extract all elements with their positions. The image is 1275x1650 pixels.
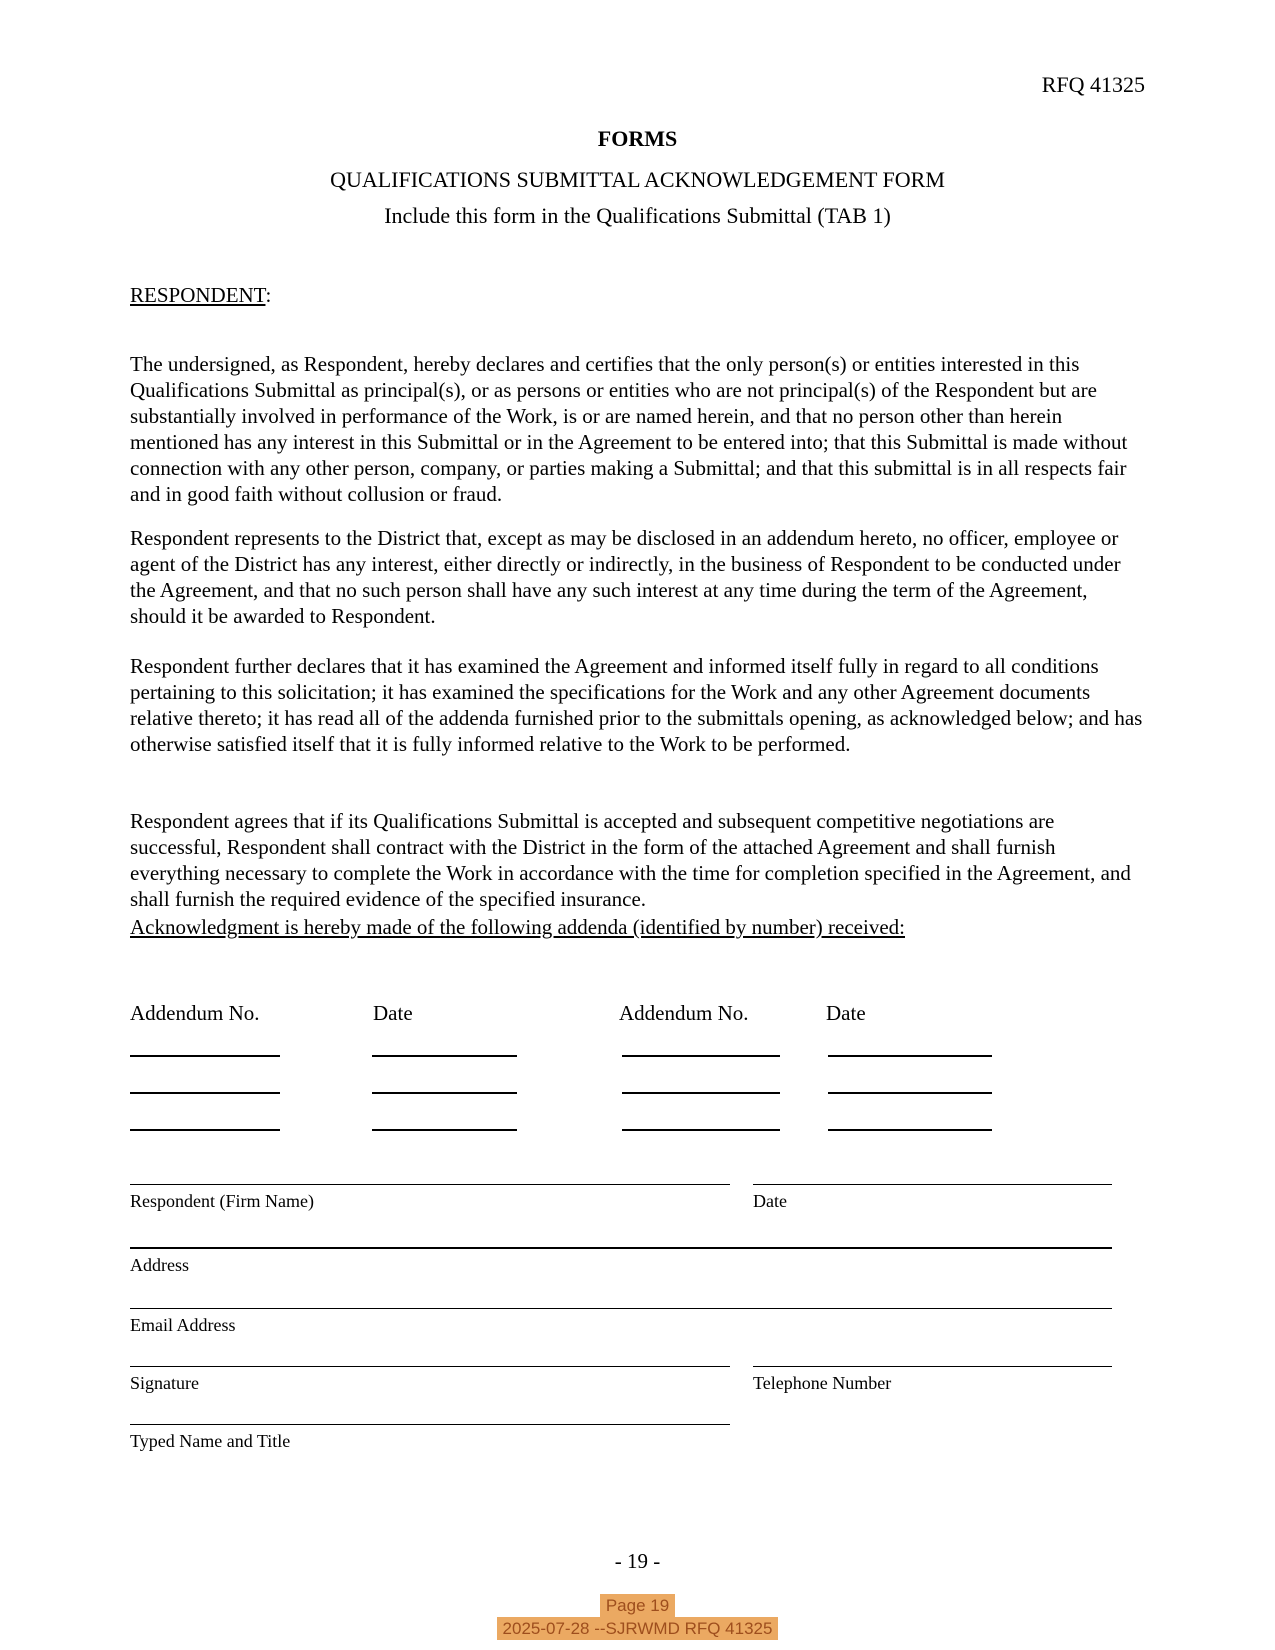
addendum-no-blank-field[interactable] bbox=[622, 1055, 780, 1057]
respondent-heading-word: RESPONDENT bbox=[130, 283, 266, 307]
addendum-date-blank-field[interactable] bbox=[372, 1092, 517, 1094]
firm-name-label: Respondent (Firm Name) bbox=[130, 1191, 314, 1211]
firm-name-signature-line[interactable] bbox=[130, 1184, 730, 1185]
stamp-page-label: Page 19 bbox=[600, 1594, 675, 1617]
addendum-no-blank-field[interactable] bbox=[622, 1092, 780, 1094]
email-address-label: Email Address bbox=[130, 1315, 236, 1335]
addendum-no-blank-field[interactable] bbox=[130, 1055, 280, 1057]
addendum-no-blank-field[interactable] bbox=[130, 1129, 280, 1131]
stamp-doc-label: 2025-07-28 --SJRWMD RFQ 41325 bbox=[497, 1617, 779, 1640]
form-instruction: Include this form in the Qualifications Submittal (TAB 1) bbox=[384, 203, 891, 228]
date-label: Date bbox=[753, 1191, 787, 1211]
addendum-date-blank-field[interactable] bbox=[828, 1092, 992, 1094]
section-title: FORMS bbox=[597, 126, 678, 151]
paragraph-representation: Respondent represents to the District that, except as may be disclosed in an addendum hereto, no officer, employee or agent of the District has any interest, either directly or indirectly, in the business of Respondent to be conducted under the Agreement, and that no such person shall have any such interest at any time during the term of the Agreement, should it be awarded to Respondent. bbox=[130, 526, 1121, 628]
addendum-date-blank-field[interactable] bbox=[828, 1055, 992, 1057]
paragraph-declaration: The undersigned, as Respondent, hereby declares and certifies that the only person(s) or entities interested in this Qualifications Submittal as principal(s), or as persons or entities who are not principal(s) of the Respondent but are substantially involved in performance of the Work, is or are named herein, and that no person other than herein mentioned has any interest in this Submittal or in the Agreement to be entered into; that this Submittal is made without connection with any other person, company, or parties making a Submittal; and that this submittal is in all respects fair and in good faith without collusion or fraud. bbox=[130, 352, 1128, 506]
addendum-date-blank-field[interactable] bbox=[372, 1129, 517, 1131]
email-address-line[interactable] bbox=[130, 1308, 1112, 1309]
page-number: - 19 - bbox=[614, 1549, 661, 1573]
typed-name-label: Typed Name and Title bbox=[130, 1431, 291, 1451]
addendum-date-header-2: Date bbox=[826, 1001, 866, 1025]
respondent-heading bbox=[130, 283, 1145, 308]
addendum-no-blank-field[interactable] bbox=[622, 1129, 780, 1131]
date-signature-line[interactable] bbox=[753, 1184, 1112, 1185]
addendum-date-blank-field[interactable] bbox=[828, 1129, 992, 1131]
signature-label: Signature bbox=[130, 1373, 199, 1393]
typed-name-line[interactable] bbox=[130, 1424, 730, 1425]
paragraph-examination: Respondent further declares that it has examined the Agreement and informed itself fully in regard to all conditions pertaining to this solicitation; it has examined the specifications for the Work and any other Agreement documents relative thereto; it has read all of the addenda furnished prior to the submittals opening, as acknowledged below; and has otherwise satisfied itself that it is fully informed relative to the Work to be performed. bbox=[130, 654, 1143, 756]
addendum-no-header-1: Addendum No. bbox=[130, 1001, 260, 1025]
telephone-number-line[interactable] bbox=[753, 1366, 1112, 1367]
doc-reference: RFQ 41325 bbox=[1041, 72, 1145, 97]
form-title: QUALIFICATIONS SUBMITTAL ACKNOWLEDGEMENT FORM bbox=[330, 167, 945, 192]
signature-line[interactable] bbox=[130, 1366, 730, 1367]
page-stamp bbox=[0, 1594, 1275, 1640]
respondent-heading-colon: : bbox=[265, 283, 272, 307]
address-label: Address bbox=[130, 1255, 189, 1275]
addendum-no-blank-field[interactable] bbox=[130, 1092, 280, 1094]
addendum-no-header-2: Addendum No. bbox=[619, 1001, 749, 1025]
address-line[interactable] bbox=[130, 1247, 1112, 1249]
telephone-number-label: Telephone Number bbox=[753, 1373, 892, 1393]
addendum-date-blank-field[interactable] bbox=[372, 1055, 517, 1057]
paragraph-agreement: Respondent agrees that if its Qualifications Submittal is accepted and subsequent competitive negotiations are successful, Respondent shall contract with the District in the form of the attached Agreement and shall furnish everything necessary to complete the Work in accordance with the time for completion specified in the Agreement, and shall furnish the required evidence of the specified insurance. bbox=[130, 809, 1131, 911]
acknowledgment-heading: Acknowledgment is hereby made of the following addenda (identified by number) received: bbox=[130, 915, 905, 939]
addendum-date-header-1: Date bbox=[373, 1001, 413, 1025]
